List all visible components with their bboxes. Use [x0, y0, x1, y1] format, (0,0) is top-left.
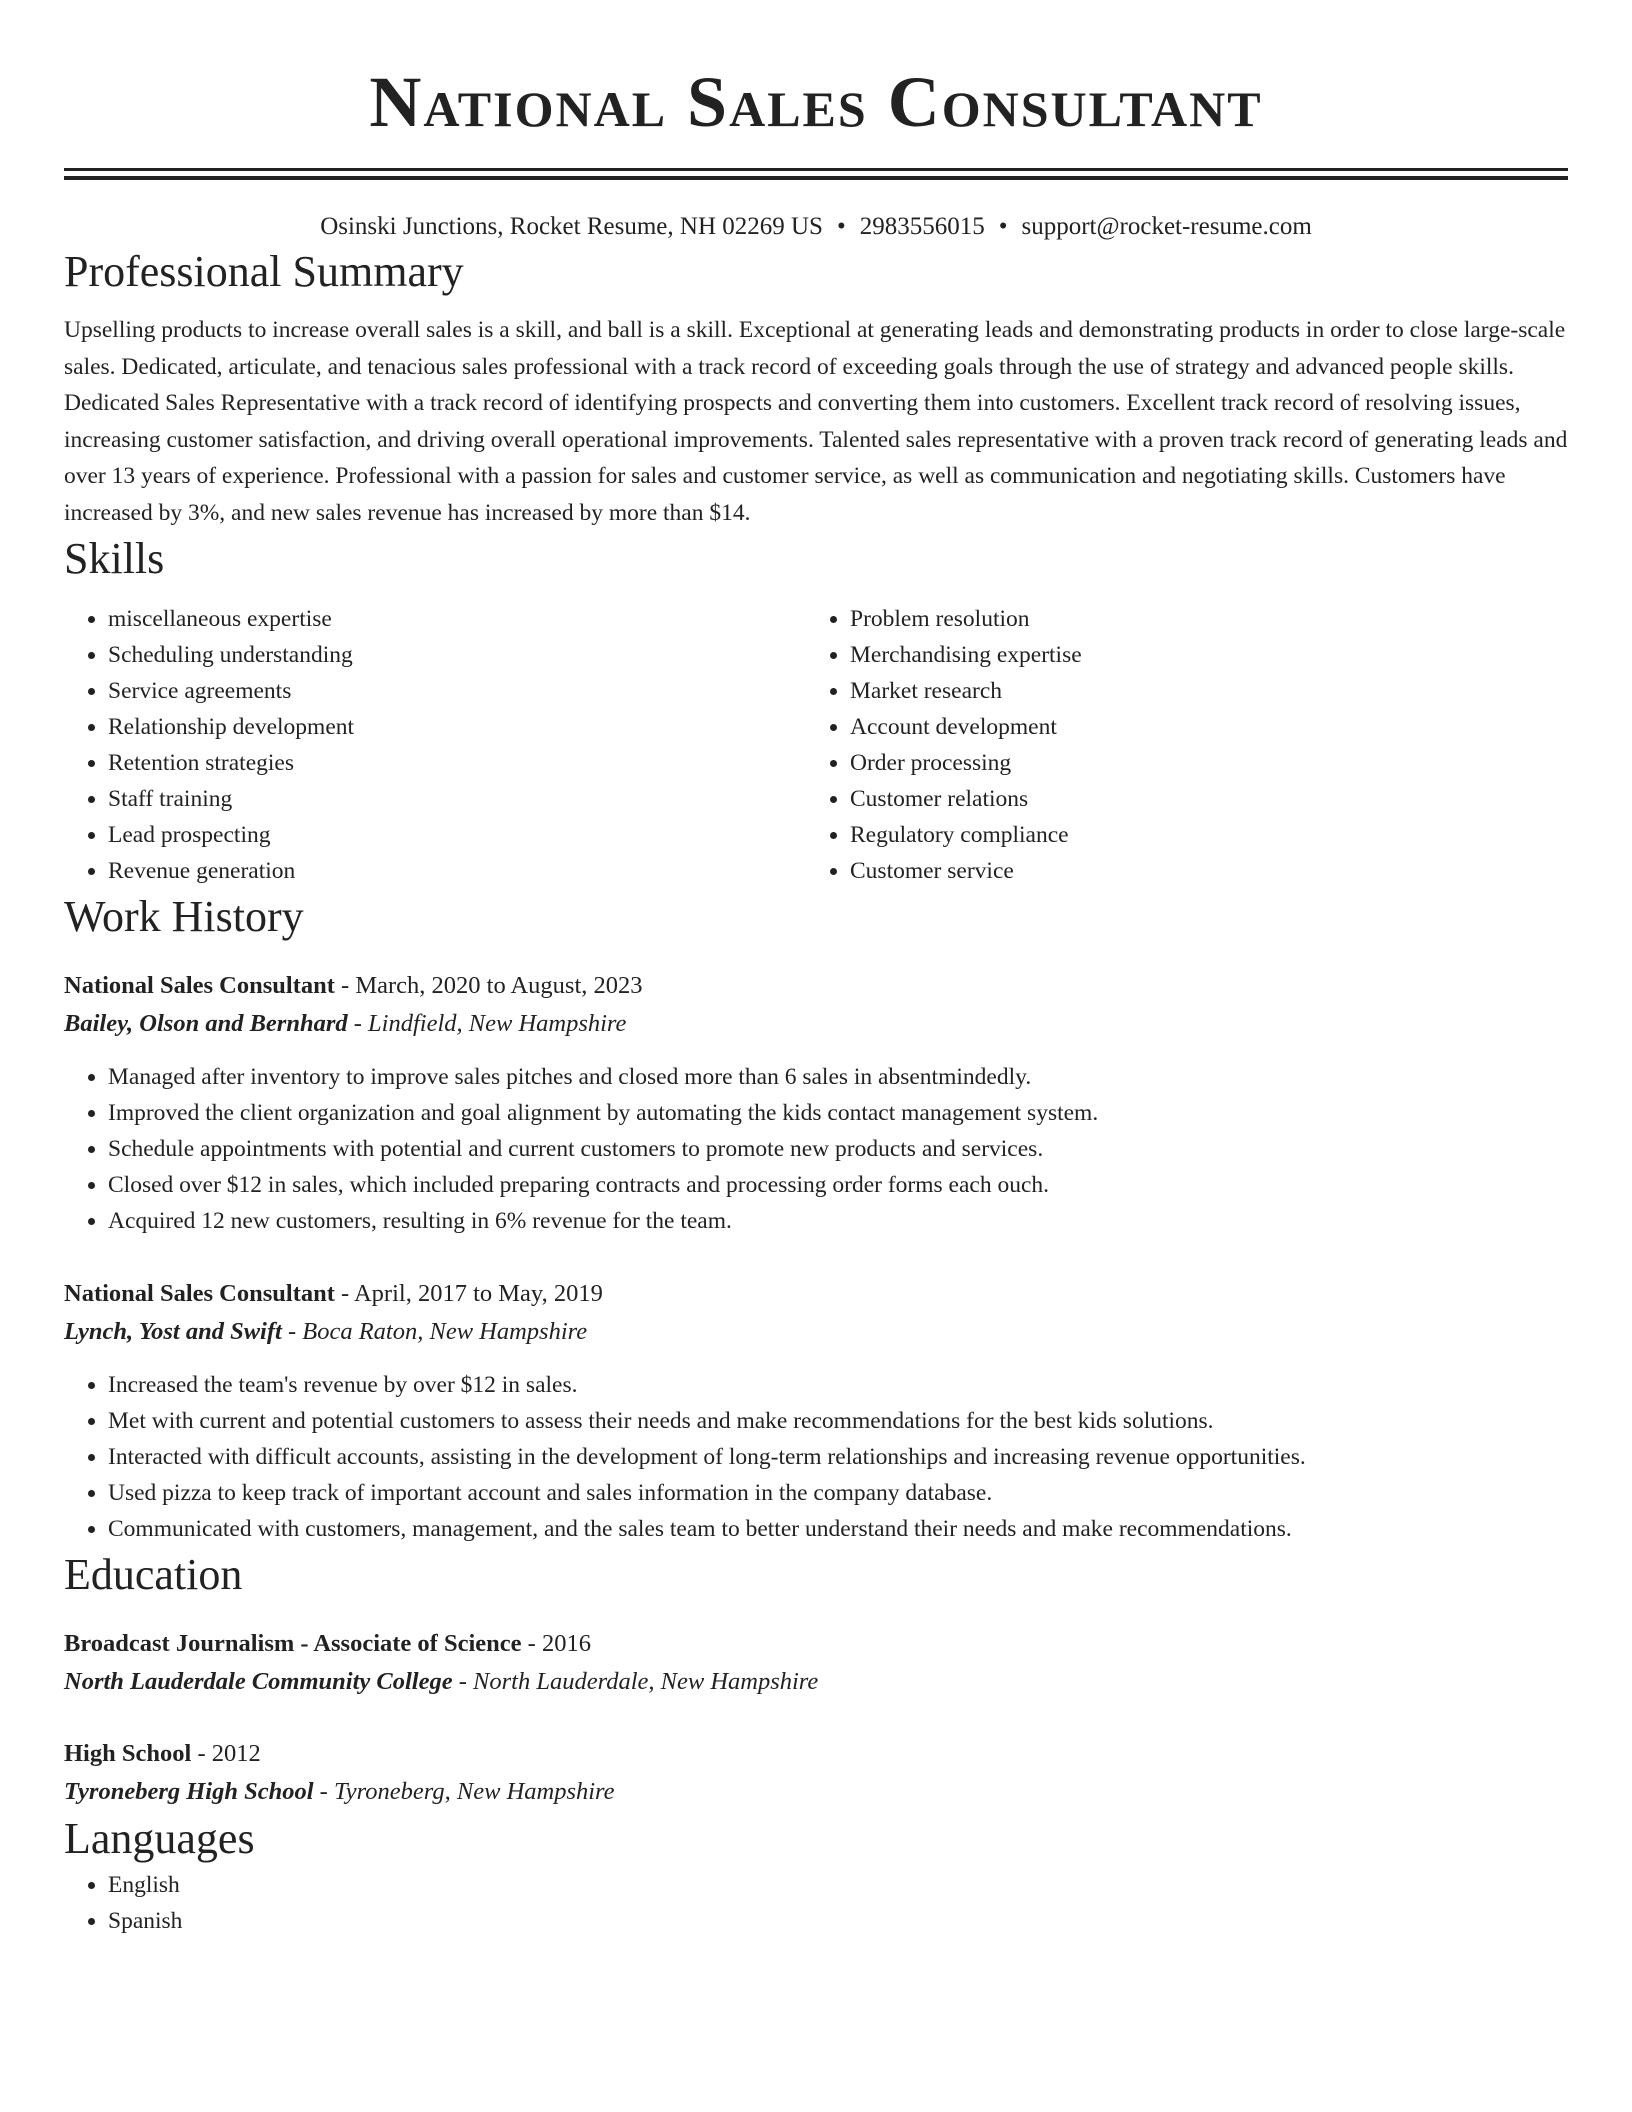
education-entry	[64, 1625, 1568, 1701]
contact-phone: 2983556015	[859, 213, 985, 240]
job-bullet: • Communicated with customers, management, and the sales team to better understand their needs and make recommendations.	[108, 1511, 1568, 1547]
job-heading	[64, 967, 1568, 1005]
contact-email: support@rocket-resume.com	[1021, 213, 1312, 240]
job-role: National Sales Consultant	[64, 1280, 335, 1307]
skill-item: • Market research	[850, 673, 1548, 709]
job-location: - Lindfield, New Hampshire	[347, 1010, 627, 1037]
skill-item: • Customer service	[850, 853, 1548, 889]
job-employer	[64, 1005, 1568, 1043]
job-heading	[64, 1275, 1568, 1313]
skills-left-list	[64, 601, 806, 889]
skills-right-list	[806, 601, 1548, 889]
skill-item: • Merchandising expertise	[850, 637, 1548, 673]
education-degree: Broadcast Journalism - Associate of Science	[64, 1630, 522, 1657]
job-bullet: • Increased the team's revenue by over $12 in sales.	[108, 1367, 1568, 1403]
skill-item: • Regulatory compliance	[850, 817, 1548, 853]
education-year: - 2016	[521, 1630, 591, 1657]
job-employer	[64, 1313, 1568, 1351]
skill-item: • Order processing	[850, 745, 1548, 781]
education-school-line	[64, 1663, 1568, 1701]
contact-separator: •	[836, 213, 846, 240]
skills-columns	[64, 601, 1568, 889]
job-bullet: • Improved the client organization and goal alignment by automating the kids contact management system.	[108, 1095, 1568, 1131]
resume-name: National Sales Consultant	[369, 62, 1263, 142]
skill-item: • Scheduling understanding	[108, 637, 806, 673]
job-location: - Boca Raton, New Hampshire	[281, 1318, 588, 1345]
education-heading: Education	[64, 1550, 243, 1599]
skill-item: • Customer relations	[850, 781, 1548, 817]
education-location: - Tyroneberg, New Hampshire	[313, 1778, 615, 1805]
job-entry	[64, 1275, 1568, 1547]
education-entry	[64, 1735, 1568, 1811]
skill-item: • Account development	[850, 709, 1548, 745]
job-bullets	[64, 1367, 1568, 1547]
skills-heading: Skills	[64, 534, 165, 583]
job-dates: - April, 2017 to May, 2019	[334, 1280, 603, 1307]
contact-separator: •	[998, 213, 1008, 240]
education-degree: High School	[64, 1740, 192, 1767]
job-bullet: • Interacted with difficult accounts, assisting in the development of long-term relationships and increasing revenue opportunities.	[108, 1439, 1568, 1475]
education-location: - North Lauderdale, New Hampshire	[452, 1668, 819, 1695]
job-bullet: • Closed over $12 in sales, which included preparing contracts and processing order forms each ouch.	[108, 1167, 1568, 1203]
skill-item: • Lead prospecting	[108, 817, 806, 853]
skill-item: • Retention strategies	[108, 745, 806, 781]
job-bullet: • Acquired 12 new customers, resulting in 6% revenue for the team.	[108, 1203, 1568, 1239]
job-bullet: • Schedule appointments with potential and current customers to promote new products and services.	[108, 1131, 1568, 1167]
language-item: • English	[108, 1867, 1568, 1903]
education-heading-line	[64, 1735, 1568, 1773]
job-company: Lynch, Yost and Swift	[64, 1318, 282, 1345]
job-role: National Sales Consultant	[64, 972, 335, 999]
summary-heading: Professional Summary	[64, 247, 464, 296]
job-bullet: • Used pizza to keep track of important account and sales information in the company database.	[108, 1475, 1568, 1511]
education-year: - 2012	[191, 1740, 261, 1767]
skill-item: • Revenue generation	[108, 853, 806, 889]
job-bullets	[64, 1059, 1568, 1239]
header-divider	[64, 168, 1568, 180]
education-school: North Lauderdale Community College	[64, 1668, 453, 1695]
skill-item: • Service agreements	[108, 673, 806, 709]
job-bullet: • Met with current and potential customers to assess their needs and make recommendations for the best kids solutions.	[108, 1403, 1568, 1439]
job-company: Bailey, Olson and Bernhard	[64, 1010, 348, 1037]
skill-item: • Problem resolution	[850, 601, 1548, 637]
work-history-heading: Work History	[64, 892, 304, 941]
skill-item: • miscellaneous expertise	[108, 601, 806, 637]
education-heading-line	[64, 1625, 1568, 1663]
languages-list	[64, 1867, 1568, 1939]
summary-text: Upselling products to increase overall sales is a skill, and ball is a skill. Exceptional at generating leads and demonstrating products in order to close large-scale sales. Dedicated, articulate, and tenacious sales professional with a track record of exceeding goals through the use of strategy and advanced people skills. Dedicated Sales Representative with a track record of identifying prospects and converting them into customers. Excellent track record of resolving issues, increasing customer satisfaction, and driving overall operational improvements. Talented sales representative with a proven track record of generating leads and over 13 years of experience. Professional with a passion for sales and customer service, as well as communication and negotiating skills. Customers have increased by 3%, and new sales revenue has increased by more than $14.	[64, 317, 1568, 526]
contact-address: Osinski Junctions, Rocket Resume, NH 02269 US	[320, 213, 823, 240]
job-bullet: • Managed after inventory to improve sales pitches and closed more than 6 sales in absentmindedly.	[108, 1059, 1568, 1095]
contact-line	[64, 210, 1568, 244]
job-dates: - March, 2020 to August, 2023	[334, 972, 643, 999]
skill-item: • Staff training	[108, 781, 806, 817]
education-school-line	[64, 1773, 1568, 1811]
job-entry	[64, 967, 1568, 1239]
education-school: Tyroneberg High School	[64, 1778, 314, 1805]
language-item: • Spanish	[108, 1903, 1568, 1939]
languages-heading: Languages	[64, 1814, 255, 1863]
skill-item: • Relationship development	[108, 709, 806, 745]
